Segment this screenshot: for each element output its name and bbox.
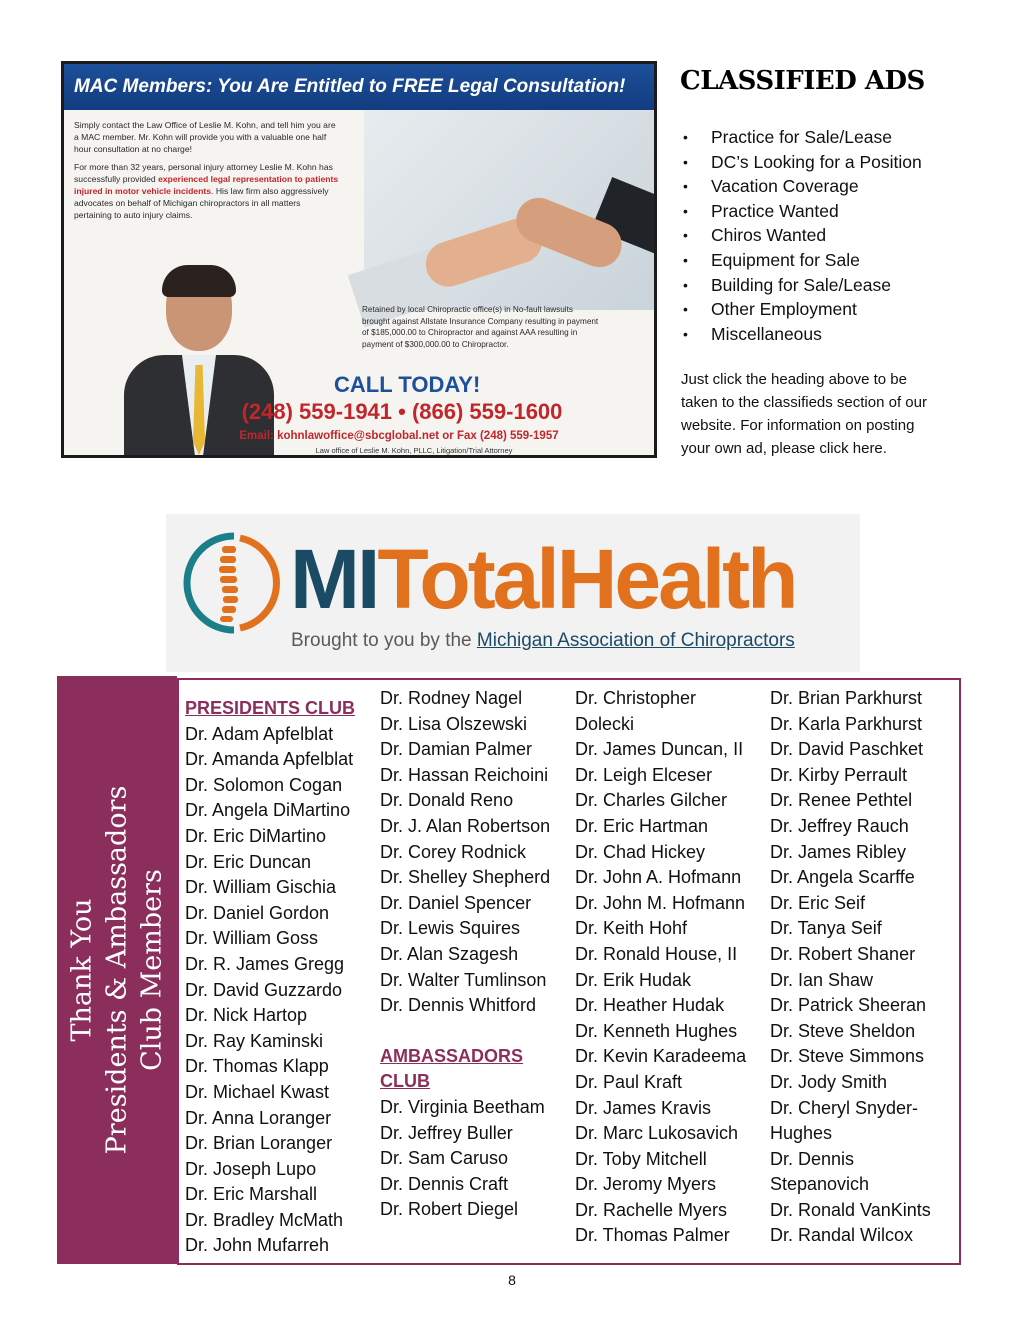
ad-body-text [74,119,339,227]
handshake-photo [364,110,654,310]
ambassadors-list-cont [575,686,746,1249]
member-name: Dr. Angela DiMartino [185,800,351,821]
member-name: Dr. William Goss [185,928,319,949]
member-name: Dr. James Duncan, II [575,739,744,760]
member-name: Dolecki [575,713,635,734]
member-name: Dr. Brian Parkhurst [770,688,923,708]
member-name: Dr. Eric Duncan [185,851,312,872]
spine-circle-icon [176,530,282,636]
member-name: Dr. Christopher [575,688,697,708]
ad-paragraph-2-end: . His law firm also aggressively advocates on behalf of Michigan chiropractors in all matters pertaining to auto injury claims. [74,186,329,220]
member-name: Dr. William Gischia [185,877,337,898]
member-name: Dr. Rodney Nagel [380,688,523,708]
member-name: Dr. Jody Smith [770,1071,888,1092]
ad-call-today: CALL TODAY! [334,372,481,397]
member-name: Dr. Shelley Shepherd [380,867,551,888]
member-name: Dr. Brian Loranger [185,1133,333,1154]
ad-email-fax: Email: kohnlawoffice@sbcglobal.net or Fax (248) 559-1957 [239,430,559,442]
member-name: Dr. Eric Hartman [575,815,709,836]
classified-category-link[interactable]: • Chiros Wanted [683,223,922,248]
member-name: Dr. David Guzzardo [185,979,343,1000]
member-name: Dr. Corey Rodnick [380,841,527,862]
member-name: Dr. Anna Loranger [185,1107,332,1128]
member-name: Dr. Solomon Cogan [185,774,343,795]
members-column-3 [575,686,746,1249]
member-name: Dr. John Mufarreh [185,1235,330,1256]
member-name: Dr. Damian Palmer [380,739,533,760]
member-name: Dr. Ian Shaw [770,969,874,990]
member-name: Dr. David Paschket [770,739,924,760]
ad-paragraph-2-highlight: experienced legal representation to patients injured in motor vehicle incidents [74,174,339,196]
member-name: Dr. Heather Hudak [575,995,725,1016]
member-name: Dr. Alan Szagesh [380,943,519,964]
presidents-list-cont [380,686,550,1019]
member-name: Dr. Hassan Reichoini [380,764,549,785]
ambassadors-list [380,1095,550,1223]
logo-tagline-text: Brought to you by the [291,630,477,651]
member-name: Dr. Ronald House, II [575,943,738,964]
member-name: Dr. Jeffrey Buller [380,1122,513,1143]
member-name: Hughes [770,1123,833,1144]
member-name: Dr. Daniel Gordon [185,902,330,923]
classified-category-link[interactable]: • Miscellaneous [683,322,922,347]
member-name: Dr. Paul Kraft [575,1071,683,1092]
page-number: 8 [508,1272,516,1288]
member-name: Dr. Charles Gilcher [575,790,728,811]
member-name: Dr. Walter Tumlinson [380,969,547,990]
member-name: Dr. Virginia Beetham [380,1096,545,1117]
classified-category-link[interactable]: • Practice Wanted [683,199,922,224]
classified-category-link[interactable]: • DC’s Looking for a Position [683,150,922,175]
member-name: Dr. Sam Caruso [380,1148,509,1169]
classified-category-link[interactable]: • Vacation Coverage [683,174,922,199]
member-name: Dr. Amanda Apfelblat [185,749,354,770]
legal-consultation-ad[interactable] [61,61,657,458]
thank-you-line-3: Club Members [136,869,168,1071]
member-name: Dr. John A. Hofmann [575,867,742,888]
members-column-4 [770,686,931,1249]
logo-tagline [291,630,795,652]
ad-law-office-line: Law office of Leslie M. Kohn, PLLC, Litigation/Trial Attorney [315,446,513,455]
member-name: Dr. James Kravis [575,1097,712,1118]
member-name: Dr. Jeromy Myers [575,1174,717,1195]
presidents-list [185,722,355,1259]
member-name: Dr. Kenneth Hughes [575,1020,738,1041]
member-name: Dr. Nick Hartop [185,1005,308,1026]
member-name: Dr. Erik Hudak [575,969,692,990]
members-column-2 [380,686,550,1223]
member-name: Dr. Renee Pethtel [770,790,913,811]
member-name: Dr. Steve Simmons [770,1046,925,1067]
member-name: Dr. Joseph Lupo [185,1158,317,1179]
member-name: Dr. Dennis Craft [380,1173,509,1194]
member-name: Stepanovich [770,1174,870,1195]
logo-total-health: TotalHealth [377,532,796,626]
member-name: Dr. Dennis [770,1148,855,1169]
ambassadors-list-cont-2 [770,686,931,1249]
logo-wordmark [290,534,795,624]
thank-you-title [65,690,170,1250]
ad-paragraph-2 [74,161,339,221]
member-name: Dr. John M. Hofmann [575,892,746,913]
member-name: Dr. Karla Parkhurst [770,713,923,734]
classified-category-link[interactable]: • Building for Sale/Lease [683,273,922,298]
member-name: Dr. Chad Hickey [575,841,706,862]
ambassadors-club-block [380,1044,550,1223]
member-name: Dr. J. Alan Robertson [380,815,551,836]
member-name: Dr. Thomas Klapp [185,1056,329,1077]
member-name: Dr. Keith Hohf [575,918,688,939]
member-name: Dr. Kirby Perrault [770,764,908,785]
member-name: Dr. Leigh Elceser [575,764,713,785]
attorney-hair [162,265,236,297]
mac-link[interactable]: Michigan Association of Chiropractors [476,630,795,651]
member-name: Dr. Tanya Seif [770,918,882,939]
member-name: Dr. Rachelle Myers [575,1199,728,1220]
thank-you-line-1: Thank You [66,898,98,1042]
member-name: Dr. James Ribley [770,841,907,862]
classified-category-link[interactable]: • Practice for Sale/Lease [683,125,922,150]
member-name: Dr. Ray Kaminski [185,1030,324,1051]
thank-you-line-2: Presidents & Ambassadors [101,785,133,1155]
members-column-1 [185,696,355,1259]
member-name: Dr. R. James Gregg [185,953,345,974]
member-name: Dr. Kevin Karadeema [575,1046,747,1067]
member-name: Dr. Robert Shaner [770,943,916,964]
member-name: Dr. Robert Diegel [380,1199,519,1220]
classified-category-link[interactable]: • Other Employment [683,297,922,322]
member-name: Dr. Donald Reno [380,790,514,811]
classified-ads-heading[interactable]: CLASSIFIED ADS [680,66,925,96]
ad-phone-numbers: (248) 559-1941 • (866) 559-1600 [241,399,563,424]
classified-instructions: Just click the heading above to be taken to the classifieds section of our website. For information on posting your own ad, please click here. [681,371,927,457]
member-name: Dr. Jeffrey Rauch [770,815,909,836]
ad-banner-title: MAC Members: You Are Entitled to FREE Legal Consultation! [64,64,654,110]
member-name: Dr. Marc Lukosavich [575,1123,739,1144]
member-name: Dr. Bradley McMath [185,1209,344,1230]
member-name: Dr. Thomas Palmer [575,1225,730,1246]
member-name: Dr. Adam Apfelblat [185,723,334,744]
classified-category-list [683,125,922,346]
member-name: Dr. Eric Seif [770,892,866,913]
presidents-club-heading[interactable]: PRESIDENTS CLUB [185,698,356,718]
classified-category-link[interactable]: • Equipment for Sale [683,248,922,273]
member-name: Dr. Steve Sheldon [770,1020,916,1041]
member-name: Dr. Michael Kwast [185,1081,330,1102]
member-name: Dr. Eric DiMartino [185,825,327,846]
member-name: Dr. Cheryl Snyder- [770,1097,919,1118]
member-name: Dr. Angela Scarffe [770,867,915,888]
member-name: Dr. Daniel Spencer [380,892,532,913]
member-name: Dr. Dennis Whitford [380,995,537,1016]
ambassadors-club-heading[interactable]: AMBASSADORS [380,1045,524,1066]
ad-paragraph-1: Simply contact the Law Office of Leslie M. Kohn, and tell him you are a MAC member. Mr. Kohn will provide you with a valuable one half hour consultation at no charge! [74,120,336,154]
ambassadors-club-heading-2[interactable]: CLUB [380,1071,430,1092]
member-name: Dr. Randal Wilcox [770,1225,914,1246]
logo-mi: MI [290,532,378,626]
ad-paragraph-2-start: For more than 32 years, personal injury attorney Leslie M. Kohn has successfully provided [74,162,333,184]
member-name: Dr. Eric Marshall [185,1184,318,1205]
ad-retained-text: Retained by local Chiropractic office(s) in No-fault lawsuits brought against Allstate Insurance Company resulting in payment of $185,000.00 to Chiropractor and against AAA resulting in payment of $300,000.00 to Chiropractor. [362,305,599,349]
member-name: Dr. Ronald VanKints [770,1199,931,1220]
member-name: Dr. Lewis Squires [380,918,521,939]
member-name: Dr. Patrick Sheeran [770,995,927,1016]
member-name: Dr. Lisa Olszewski [380,713,528,734]
mi-total-health-logo[interactable] [166,514,860,672]
member-name: Dr. Toby Mitchell [575,1148,707,1169]
